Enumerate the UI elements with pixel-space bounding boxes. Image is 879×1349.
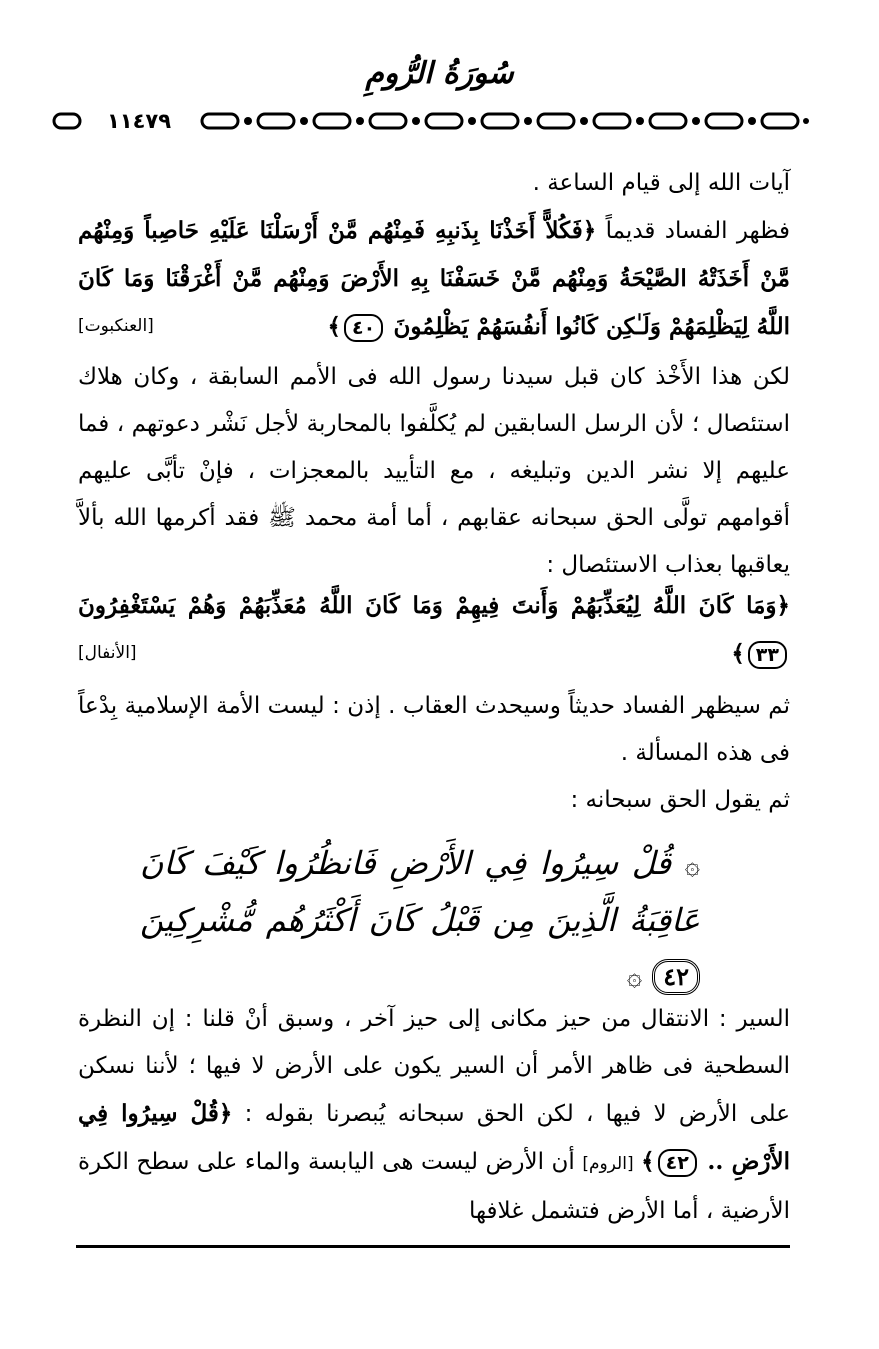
quran-bracket-close: ﴾ [327, 313, 341, 340]
paragraph-6 [78, 777, 790, 824]
paragraph-7 [78, 996, 790, 1235]
paragraph-text: آيات الله إلى قيام الساعة . [532, 170, 790, 196]
surah-title: سُورَةُ الرُّومِ [365, 56, 514, 91]
footnote-divider [76, 1245, 790, 1248]
surah-reference: [العنكبوت] [78, 316, 154, 336]
ayah-number: ٤٠ [344, 314, 383, 342]
ayah-number: ٣٣ [748, 641, 787, 669]
ayah-number: ٤٢ [658, 1149, 697, 1177]
quran-bracket-open: ﴿ [776, 592, 790, 619]
paragraph-5 [78, 683, 790, 777]
paragraph-intro: فظهر الفساد قديماً [605, 218, 791, 244]
paragraph-1 [78, 160, 790, 207]
paragraph-text: السير : الانتقال من حيز مكانى إلى حيز آخر ، وسبق أنْ قلنا : إن النظرة السطحية فى ظاهر الأمر أن السير يكون على الأرض لا فيها ؛ لأننا نسكن على الأرض لا فيها ، لكن الحق سبحانه يُبصرنا بقوله : [78, 1006, 790, 1127]
paragraph-text: ثم سيظهر الفساد حديثاً وسيحدث العقاب . إذن : ليست الأمة الإسلامية بِدْعاً فى هذه المسألة . [78, 693, 790, 766]
surah-reference: [الأنفال] [78, 643, 137, 663]
quran-bracket-close: ﴾ [731, 640, 745, 667]
main-verse-text: قُلْ سِيرُوا فِي الأَرْضِ فَانظُرُوا كَيْفَ كَانَ عَاقِبَةُ الَّذِينَ مِن قَبْلُ كَانَ أَكْثَرُهُم مُّشْرِكِينَ [140, 844, 700, 939]
verse-number-medallion: ٤٢ [652, 959, 700, 995]
quran-bracket-open: ﴿ [582, 217, 597, 244]
quran-verse: فَكُلاًّ أَخَذْنَا بِذَنبِهِ فَمِنْهُم مَّنْ أَرْسَلْنَا عَلَيْهِ حَاصِباً وَمِنْهُم مَّنْ أَخَذَتْهُ الصَّيْحَةُ وَمِنْهُم مَّنْ خَسَفْنَا بِهِ الأَرْضَ وَمِنْهُم مَّنْ أَغْرَقْنَا وَمَا كَانَ اللَّهُ لِيَظْلِمَهُمْ وَلَـٰكِن كَانُوا أَنفُسَهُمْ يَظْلِمُونَ [78, 217, 790, 340]
ornament-close-icon: ۞ [626, 962, 643, 992]
paragraph-3 [78, 354, 790, 589]
paragraph-text: أن الأرض ليست هى اليابسة والماء على سطح الكرة الأرضية ، أما الأرض فتشمل غلافها [78, 1149, 790, 1224]
ornament-open-icon: ۞ [684, 851, 701, 881]
quran-bracket-close: ﴾ [641, 1148, 655, 1175]
quran-verse: قُلْ سِيرُوا فِي الأَرْضِ .. [78, 1100, 791, 1175]
quran-bracket-open: ﴿ [218, 1100, 233, 1127]
main-quran-verse [140, 836, 700, 1004]
paragraph-2 [78, 207, 790, 351]
page-number: ١١٤٧٩ [84, 109, 194, 133]
paragraph-text: ثم يقول الحق سبحانه : [570, 787, 790, 813]
surah-reference: [الروم] [582, 1154, 634, 1174]
paragraph-4 [78, 582, 790, 678]
quran-verse: وَمَا كَانَ اللَّهُ لِيُعَذِّبَهُمْ وَأَنتَ فِيهِمْ وَمَا كَانَ اللَّهُ مُعَذِّبَهُمْ وَهُمْ يَسْتَغْفِرُونَ [78, 592, 777, 619]
paragraph-text: لكن هذا الأَخْذ كان قبل سيدنا رسول الله فى الأمم السابقة ، وكان هلاك استئصال ؛ لأن الرسل السابقين لم يُكلَّفوا بالمحاربة لأجل نَشْر دعوتهم ، فما عليهم إلا نشر الدين وتبليغه ، مع التأييد بالمعجزات ، فإنْ تأبَّى عليهم أقوامهم تولَّى الحق سبحانه عقابهم ، أما أمة محمد ﷺ فقد أكرمها الله بألاَّ يعاقبها بعذاب الاستئصال : [78, 364, 790, 578]
